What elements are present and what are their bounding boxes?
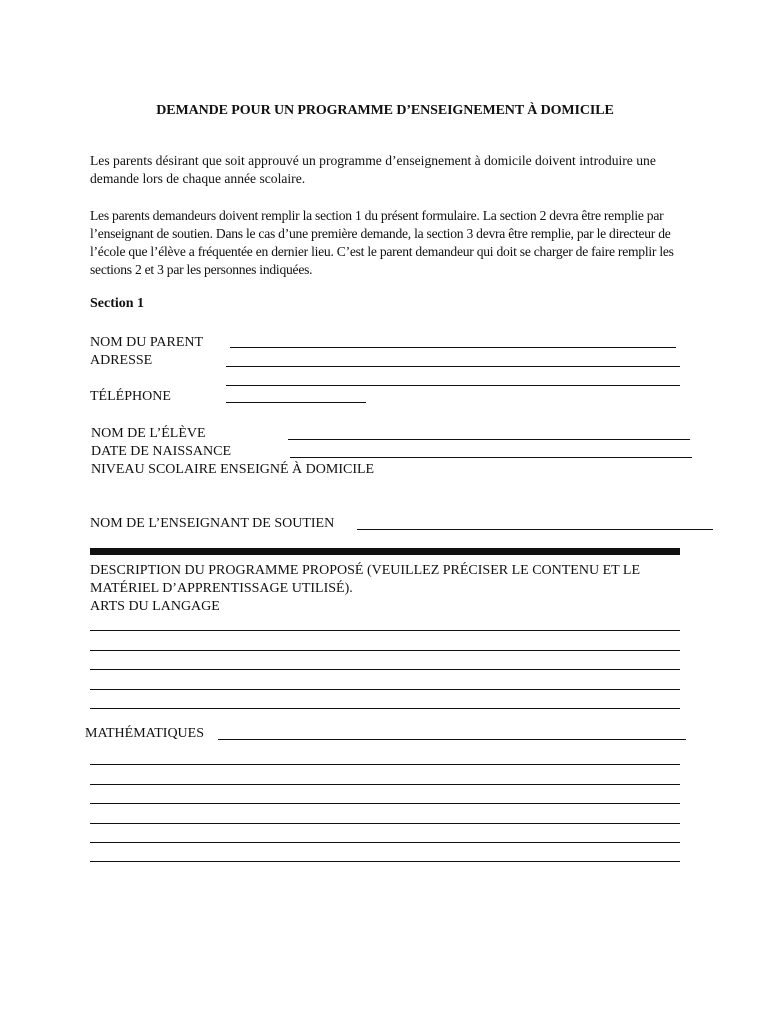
address-field-line-1[interactable]	[226, 366, 680, 367]
form-title: DEMANDE POUR UN PROGRAMME D’ENSEIGNEMENT À DOMICILE	[156, 103, 614, 118]
program-description-instructions: DESCRIPTION DU PROGRAMME PROPOSÉ (VEUILLEZ PRÉCISER LE CONTENU ET LE MATÉRIEL D’APPRENTISSAGE UTILISÉ).	[90, 563, 641, 596]
birth-date-label: DATE DE NAISSANCE	[91, 444, 231, 459]
grade-level-label: NIVEAU SCOLAIRE ENSEIGNÉ À DOMICILE	[91, 462, 375, 477]
language-arts-line-4[interactable]	[90, 689, 680, 690]
intro-paragraph: Les parents désirant que soit approuvé un programme d’enseignement à domicile doivent introduire une demande lors de chaque année scolaire.	[90, 153, 656, 186]
math-line-6[interactable]	[90, 861, 680, 862]
language-arts-line-5[interactable]	[90, 708, 680, 709]
address-field-line-2[interactable]	[226, 385, 680, 386]
parent-name-field[interactable]	[230, 347, 676, 348]
language-arts-line-2[interactable]	[90, 650, 680, 651]
address-label: ADRESSE	[90, 353, 153, 368]
math-label: MATHÉMATIQUES	[85, 726, 204, 741]
math-title-field[interactable]	[218, 739, 686, 740]
student-name-field[interactable]	[288, 439, 690, 440]
birth-date-field[interactable]	[290, 457, 692, 458]
math-line-1[interactable]	[90, 764, 680, 765]
math-line-4[interactable]	[90, 823, 680, 824]
phone-label: TÉLÉPHONE	[90, 389, 171, 404]
language-arts-line-1[interactable]	[90, 630, 680, 631]
parent-name-label: NOM DU PARENT	[90, 335, 204, 350]
math-line-3[interactable]	[90, 803, 680, 804]
section-divider	[90, 548, 680, 555]
language-arts-label: ARTS DU LANGAGE	[90, 599, 220, 614]
math-line-2[interactable]	[90, 784, 680, 785]
section-1-title: Section 1	[90, 296, 145, 311]
math-line-5[interactable]	[90, 842, 680, 843]
phone-field[interactable]	[226, 402, 366, 403]
instructions-paragraph: Les parents demandeurs doivent remplir la section 1 du présent formulaire. La section 2 devra être remplie par l’enseignant de soutien. Dans le cas d’une première demande, la section 3 devra être remplie, par le directeur de l’école que l’élève a fréquentée en dernier lieu. C’est le parent demandeur qui doit se charger de faire remplir les sections 2 et 3 par les personnes indiquées.	[90, 208, 674, 277]
support-teacher-label: NOM DE L’ENSEIGNANT DE SOUTIEN	[90, 516, 335, 531]
support-teacher-field[interactable]	[357, 529, 713, 530]
language-arts-line-3[interactable]	[90, 669, 680, 670]
student-name-label: NOM DE L’ÉLÈVE	[91, 426, 206, 441]
